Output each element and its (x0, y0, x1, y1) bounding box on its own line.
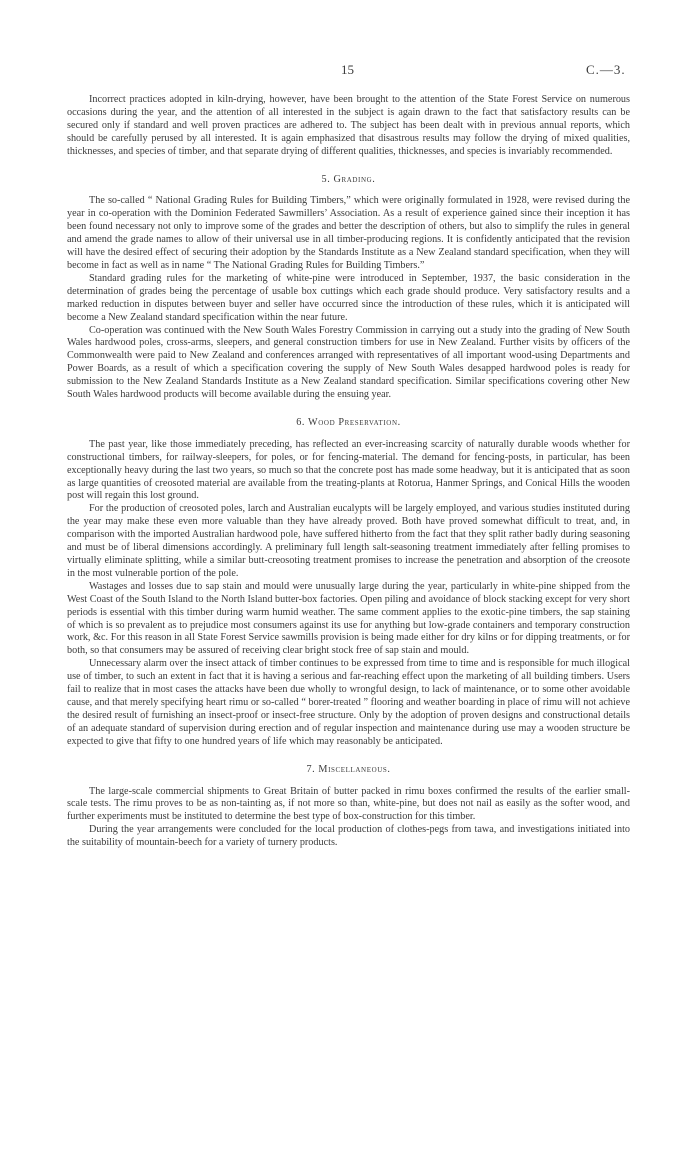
intro-paragraph: Incorrect practices adopted in kiln-drying, however, have been brought to the attention of the State Forest Service on numerous occasions during the year, and the attention of all interested in the subject is again drawn to the fact that satisfactory results can be secured only if standard and well proven practices are adhered to. The subject has been dealt with in previous annual reports, which should be carefully perused by all interested. It is again emphasized that disastrous results may follow the drying of mixed qualities, thicknesses, and species of timber, and that separate drying of different qualities, thicknesses, and species is invariably recommended. (67, 94, 630, 157)
miscellaneous-paragraph: During the year arrangements were concluded for the local production of clothes-pegs from tawa, and investigations initiated into the suitability of mountain-beech for a variety of turnery products. (67, 824, 630, 849)
grading-paragraph: Standard grading rules for the marketing of white-pine were introduced in September, 1937, the basic consideration in the determination of grades being the percentage of usable box cuttings which each grade should produce. Very satisfactory results and a marked reduction in disputes between buyer and seller have occurred since the introduction of these rules, which it is anticipated will become a New Zealand standard specification within the near future. (67, 272, 630, 323)
wood-preservation-paragraph: Wastages and losses due to sap stain and mould were unusually large during the year, particularly in white-pine shipped from the West Coast of the South Island to the North Island butter-box factories. Open piling and avoidance of block stacking except for very short periods is essential with this timber during warm humid weather. The same comment applies to the exotic-pine timbers, the sap staining of which is so prevalent as to prejudice most consumers against its use for anything but low-grade containers and temporary construction work, &c. For this reason in all State Forest Service sawmills provision is being made either for dry kilns or for dipping treatments, or for both, so that consumers may be assured of receiving clear bright stock free of sap stain and mould. (67, 580, 630, 657)
wood-preservation-paragraph: Unnecessary alarm over the insect attack of timber continues to be expressed from time to time and is responsible for much illogical use of timber, to such an extent in fact that it is having a serious and far-reaching effect upon the marketing of all building timbers. Users fail to realize that in most cases the attacks have been due wholly to wrongful design, to lack of maintenance, or to some other avoidable cause, and that merely specifying heart rimu or so-called “ borer-treated ” flooring and weather boarding in place of rimu will not achieve the desired result of furnishing an insect-proof or insect-free structure. Only by the adoption of proven designs and constructional details of an adequate standard of supervision during erection and of regular inspection and maintenance during use may a wooden structure be expected to give that fifty to one hundred years of life which may reasonably be anticipated. (67, 658, 630, 747)
page-number: 15 (341, 62, 354, 77)
document-body (67, 94, 630, 850)
grading-paragraph: The so-called “ National Grading Rules for Building Timbers,” which were originally formulated in 1928, were revised during the year in co-operation with the Dominion Federated Sawmillers’ Association. As a result of experience gained since their inception it has been found necessary not only to improve some of the grades and better the description of others, but also to simplify the rules in general and amend the grade names to allow of their universal use in all timber-producing regions. It is confidently anticipated that the revision will have the desired effect of securing their adoption by the Standards Institute as a New Zealand standard specification, when they will become in fact as well as in name “ The National Grading Rules for Building Timbers.” (67, 195, 630, 271)
miscellaneous-paragraph: The large-scale commercial shipments to Great Britain of butter packed in rimu boxes confirmed the results of the earlier small-scale tests. The rimu proves to be as non-tainting as, if not more so than, white-pine, but does not nail as easily as the softer wood, and further experiments must be instituted to determine the best type of box-construction for this timber. (67, 785, 630, 823)
section-heading-grading: 5. Grading. (321, 173, 376, 185)
page-header (0, 62, 700, 78)
wood-preservation-paragraph: For the production of creosoted poles, larch and Australian eucalypts will be largely employed, and various studies instituted during the year may make these even more valuable than they have already proved. Both have proved somewhat difficult to treat, and, in comparison with the imported Australian hardwood pole, have suffered hitherto from the fact that they split rather badly during seasoning and must be of liberal dimensions accordingly. A preliminary full length salt-seasoning treatment immediately after felling promises to virtually eliminate splitting, while a similar butt-creosoting treatment promises to increase the penetration and absorption of the creosote in the most vulnerable portion of the pole. (67, 503, 630, 579)
grading-paragraph: Co-operation was continued with the New South Wales Forestry Commission in carrying out a study into the grading of New South Wales hardwood poles, cross-arms, sleepers, and general construction timbers for use in New Zealand. Further visits by officers of the Commonwealth were paid to New Zealand and conferences arranged with representatives of all important wood-using Departments and Power Boards, as a result of which a specification covering the supply of New South Wales desapped hardwood poles is ready for submission to the New Zealand Standards Institute as a New Zealand standard specification. Similar specifications covering other New South Wales hardwood products will become available during the ensuing year. (67, 324, 630, 401)
document-reference: C.—3. (586, 62, 626, 77)
section-heading-wood-preservation: 6. Wood Preservation. (296, 416, 401, 428)
section-heading-miscellaneous: 7. Miscellaneous. (306, 763, 391, 775)
wood-preservation-paragraph: The past year, like those immediately preceding, has reflected an ever-increasing scarcity of naturally durable woods whether for constructional timbers, for railway-sleepers, for poles, or for fencing-material. The demand for fencing-posts, in particular, has been exceptionally heavy during the last two years, so much so that the concrete post has made some headway, but it is anticipated that as soon as large quantities of creosoted material are available from the treating-plants at Rotorua, Hanmer Springs, and Conical Hills the wooden post will regain this lost ground. (67, 438, 630, 502)
